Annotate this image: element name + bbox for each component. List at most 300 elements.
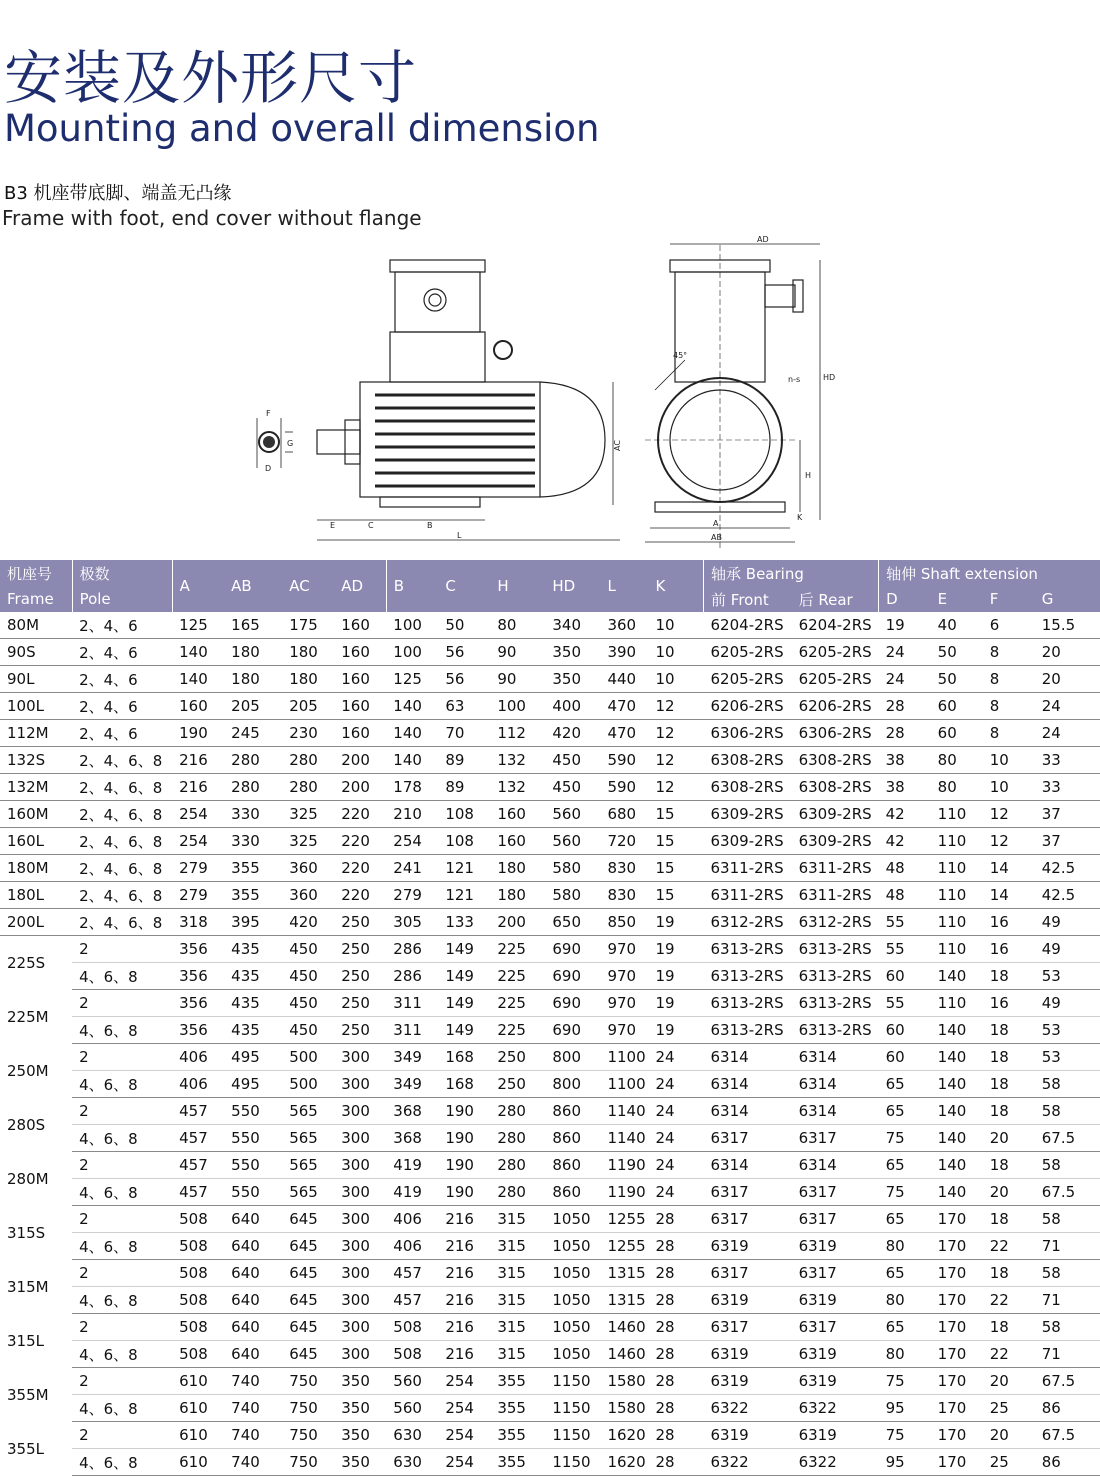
table-cell: 350 bbox=[334, 1449, 386, 1476]
table-cell: 286 bbox=[386, 963, 438, 990]
table-cell: 12 bbox=[983, 828, 1035, 855]
pole-cell: 4、6、8 bbox=[72, 1125, 172, 1152]
table-cell: 121 bbox=[438, 855, 490, 882]
table-cell: 6319 bbox=[792, 1233, 879, 1260]
table-cell: 210 bbox=[386, 801, 438, 828]
table-cell: 37 bbox=[1035, 828, 1100, 855]
table-cell: 25 bbox=[983, 1395, 1035, 1422]
table-cell: 108 bbox=[438, 828, 490, 855]
table-cell: 1140 bbox=[600, 1098, 648, 1125]
pole-cell: 2、4、6、8 bbox=[72, 801, 172, 828]
table-cell: 12 bbox=[648, 720, 703, 747]
table-cell: 279 bbox=[386, 882, 438, 909]
table-cell: 1150 bbox=[545, 1422, 600, 1449]
table-cell: 457 bbox=[172, 1125, 224, 1152]
table-cell: 6317 bbox=[792, 1206, 879, 1233]
frame-cell: 250M bbox=[7, 1061, 49, 1080]
table-cell: 280 bbox=[490, 1098, 545, 1125]
pole-cell: 4、6、8 bbox=[72, 963, 172, 990]
table-cell: 1620 bbox=[600, 1422, 648, 1449]
table-cell: 6317 bbox=[792, 1260, 879, 1287]
table-cell: 1190 bbox=[600, 1152, 648, 1179]
table-cell: 1620 bbox=[600, 1449, 648, 1476]
frame-cell: 112M bbox=[0, 720, 72, 747]
table-cell: 16 bbox=[983, 990, 1035, 1017]
table-cell: 18 bbox=[983, 963, 1035, 990]
table-cell: 14 bbox=[983, 855, 1035, 882]
table-cell: 67.5 bbox=[1035, 1179, 1100, 1206]
table-cell: 38 bbox=[879, 774, 931, 801]
table-row bbox=[0, 1098, 1100, 1125]
table-cell: 395 bbox=[224, 909, 282, 936]
table-row bbox=[0, 639, 1100, 666]
header-frame-cn: 机座号 bbox=[0, 560, 72, 586]
table-cell: 286 bbox=[386, 936, 438, 963]
table-cell: 350 bbox=[334, 1395, 386, 1422]
table-cell: 24 bbox=[1035, 693, 1100, 720]
table-cell: 560 bbox=[386, 1395, 438, 1422]
table-cell: 22 bbox=[983, 1341, 1035, 1368]
table-cell: 28 bbox=[648, 1260, 703, 1287]
table-row bbox=[0, 963, 1100, 990]
label-A: A bbox=[713, 519, 719, 528]
table-cell: 140 bbox=[386, 747, 438, 774]
table-cell: 6313-2RS bbox=[792, 936, 879, 963]
table-cell: 550 bbox=[224, 1152, 282, 1179]
table-cell: 406 bbox=[172, 1044, 224, 1071]
frame-cell: 132M bbox=[0, 774, 72, 801]
table-cell: 175 bbox=[282, 612, 334, 639]
table-cell: 355 bbox=[224, 855, 282, 882]
table-cell: 15 bbox=[648, 801, 703, 828]
table-row bbox=[0, 801, 1100, 828]
table-cell: 355 bbox=[490, 1422, 545, 1449]
table-cell: 100 bbox=[490, 693, 545, 720]
table-cell: 6314 bbox=[704, 1152, 792, 1179]
table-cell: 6205-2RS bbox=[792, 666, 879, 693]
table-cell: 350 bbox=[545, 666, 600, 693]
table-row bbox=[0, 1179, 1100, 1206]
table-cell: 140 bbox=[931, 1098, 983, 1125]
table-cell: 6313-2RS bbox=[704, 936, 792, 963]
table-cell: 355 bbox=[224, 882, 282, 909]
table-cell: 170 bbox=[931, 1206, 983, 1233]
table-cell: 1255 bbox=[600, 1233, 648, 1260]
table-cell: 125 bbox=[172, 612, 224, 639]
table-cell: 279 bbox=[172, 882, 224, 909]
header-bearing: 轴承 Bearing bbox=[704, 560, 879, 586]
table-cell: 1140 bbox=[600, 1125, 648, 1152]
frame-cell: 90S bbox=[0, 639, 72, 666]
header-AB: AB bbox=[224, 560, 282, 612]
table-cell: 22 bbox=[983, 1287, 1035, 1314]
table-cell: 1050 bbox=[545, 1260, 600, 1287]
frame-cell: 90L bbox=[0, 666, 72, 693]
table-cell: 216 bbox=[438, 1260, 490, 1287]
table-cell: 500 bbox=[282, 1044, 334, 1071]
table-cell: 315 bbox=[490, 1287, 545, 1314]
table-row bbox=[0, 990, 1100, 1017]
label-C: C bbox=[368, 521, 374, 530]
label-F: F bbox=[266, 409, 271, 418]
frame-cell: 100L bbox=[0, 693, 72, 720]
table-cell: 40 bbox=[931, 612, 983, 639]
pole-cell: 2、4、6、8 bbox=[72, 774, 172, 801]
table-cell: 18 bbox=[983, 1314, 1035, 1341]
table-cell: 216 bbox=[172, 774, 224, 801]
table-cell: 60 bbox=[879, 1044, 931, 1071]
table-cell: 508 bbox=[172, 1341, 224, 1368]
table-cell: 6308-2RS bbox=[792, 774, 879, 801]
header-shaft-extension: 轴伸 Shaft extension bbox=[879, 560, 1100, 586]
table-cell: 406 bbox=[386, 1233, 438, 1260]
table-cell: 140 bbox=[931, 963, 983, 990]
table-cell: 6311-2RS bbox=[704, 855, 792, 882]
frame-cell: 160L bbox=[0, 828, 72, 855]
table-cell: 1050 bbox=[545, 1287, 600, 1314]
table-cell: 440 bbox=[600, 666, 648, 693]
table-cell: 6309-2RS bbox=[704, 801, 792, 828]
table-cell: 457 bbox=[172, 1179, 224, 1206]
table-cell: 86 bbox=[1035, 1395, 1100, 1422]
table-row bbox=[0, 1314, 1100, 1341]
pole-cell: 2、4、6 bbox=[72, 693, 172, 720]
table-cell: 28 bbox=[648, 1206, 703, 1233]
table-cell: 8 bbox=[983, 666, 1035, 693]
table-cell: 640 bbox=[224, 1341, 282, 1368]
table-cell: 18 bbox=[983, 1071, 1035, 1098]
table-cell: 10 bbox=[648, 666, 703, 693]
table-cell: 254 bbox=[172, 801, 224, 828]
header-A: A bbox=[172, 560, 224, 612]
table-cell: 6306-2RS bbox=[792, 720, 879, 747]
table-cell: 58 bbox=[1035, 1206, 1100, 1233]
table-cell: 970 bbox=[600, 990, 648, 1017]
table-cell: 315 bbox=[490, 1314, 545, 1341]
pole-cell: 4、6、8 bbox=[72, 1287, 172, 1314]
table-cell: 33 bbox=[1035, 774, 1100, 801]
table-cell: 1580 bbox=[600, 1368, 648, 1395]
table-cell: 640 bbox=[224, 1314, 282, 1341]
table-cell: 24 bbox=[879, 666, 931, 693]
table-cell: 355 bbox=[490, 1449, 545, 1476]
table-cell: 18 bbox=[983, 1260, 1035, 1287]
table-header-row-1 bbox=[0, 560, 1100, 586]
table-cell: 565 bbox=[282, 1179, 334, 1206]
table-cell: 28 bbox=[648, 1368, 703, 1395]
table-cell: 6206-2RS bbox=[704, 693, 792, 720]
pole-cell: 4、6、8 bbox=[72, 1233, 172, 1260]
label-AB: AB bbox=[711, 533, 722, 542]
table-row bbox=[0, 666, 1100, 693]
table-cell: 565 bbox=[282, 1125, 334, 1152]
table-cell: 6317 bbox=[704, 1260, 792, 1287]
label-L: L bbox=[457, 531, 462, 540]
table-cell: 560 bbox=[545, 801, 600, 828]
table-cell: 349 bbox=[386, 1071, 438, 1098]
table-cell: 149 bbox=[438, 963, 490, 990]
table-cell: 24 bbox=[879, 639, 931, 666]
table-cell: 49 bbox=[1035, 990, 1100, 1017]
frame-cell: 225M bbox=[7, 1007, 49, 1026]
table-cell: 60 bbox=[931, 693, 983, 720]
table-cell: 121 bbox=[438, 882, 490, 909]
header-G: G bbox=[1035, 586, 1100, 612]
table-cell: 18 bbox=[983, 1044, 1035, 1071]
table-cell: 180 bbox=[282, 639, 334, 666]
table-cell: 65 bbox=[879, 1206, 931, 1233]
table-cell: 18 bbox=[983, 1098, 1035, 1125]
table-cell: 6206-2RS bbox=[792, 693, 879, 720]
table-cell: 58 bbox=[1035, 1098, 1100, 1125]
table-cell: 640 bbox=[224, 1287, 282, 1314]
table-cell: 340 bbox=[545, 612, 600, 639]
table-cell: 180 bbox=[224, 639, 282, 666]
table-cell: 180 bbox=[490, 882, 545, 909]
table-cell: 280 bbox=[490, 1179, 545, 1206]
table-cell: 65 bbox=[879, 1152, 931, 1179]
table-cell: 14 bbox=[983, 882, 1035, 909]
table-cell: 53 bbox=[1035, 1017, 1100, 1044]
table-row bbox=[0, 1125, 1100, 1152]
table-cell: 450 bbox=[545, 774, 600, 801]
table-cell: 220 bbox=[334, 855, 386, 882]
table-cell: 65 bbox=[879, 1260, 931, 1287]
table-cell: 49 bbox=[1035, 909, 1100, 936]
table-cell: 12 bbox=[648, 774, 703, 801]
table-cell: 315 bbox=[490, 1233, 545, 1260]
table-row bbox=[0, 1044, 1100, 1071]
table-cell: 279 bbox=[172, 855, 224, 882]
table-cell: 300 bbox=[334, 1179, 386, 1206]
pole-cell: 2、4、6 bbox=[72, 666, 172, 693]
table-cell: 24 bbox=[1035, 720, 1100, 747]
table-cell: 360 bbox=[600, 612, 648, 639]
table-cell: 89 bbox=[438, 747, 490, 774]
table-cell: 860 bbox=[545, 1098, 600, 1125]
table-cell: 250 bbox=[490, 1044, 545, 1071]
table-cell: 495 bbox=[224, 1044, 282, 1071]
table-cell: 100 bbox=[386, 612, 438, 639]
table-cell: 508 bbox=[172, 1260, 224, 1287]
pole-cell: 2、4、6、8 bbox=[72, 882, 172, 909]
table-cell: 860 bbox=[545, 1152, 600, 1179]
label-E: E bbox=[330, 521, 336, 530]
table-cell: 1100 bbox=[600, 1071, 648, 1098]
table-cell: 690 bbox=[545, 990, 600, 1017]
table-cell: 19 bbox=[648, 909, 703, 936]
table-cell: 419 bbox=[386, 1152, 438, 1179]
frame-cell: 280S bbox=[7, 1115, 46, 1134]
table-cell: 140 bbox=[931, 1125, 983, 1152]
header-frame-en: Frame bbox=[0, 586, 72, 612]
table-cell: 6313-2RS bbox=[792, 990, 879, 1017]
table-cell: 15 bbox=[648, 828, 703, 855]
table-row bbox=[0, 1368, 1100, 1395]
table-cell: 110 bbox=[931, 828, 983, 855]
table-cell: 450 bbox=[282, 936, 334, 963]
table-cell: 140 bbox=[931, 1044, 983, 1071]
table-cell: 315 bbox=[490, 1260, 545, 1287]
pole-cell: 2 bbox=[72, 1314, 172, 1341]
header-AC: AC bbox=[282, 560, 334, 612]
pole-cell: 4、6、8 bbox=[72, 1071, 172, 1098]
table-cell: 170 bbox=[931, 1287, 983, 1314]
table-cell: 640 bbox=[224, 1260, 282, 1287]
table-cell: 640 bbox=[224, 1206, 282, 1233]
table-cell: 50 bbox=[438, 612, 490, 639]
table-cell: 300 bbox=[334, 1152, 386, 1179]
table-cell: 160 bbox=[334, 693, 386, 720]
table-cell: 24 bbox=[648, 1098, 703, 1125]
header-pole-cn: 极数 bbox=[72, 560, 172, 586]
table-cell: 15 bbox=[648, 882, 703, 909]
table-cell: 1315 bbox=[600, 1287, 648, 1314]
table-cell: 740 bbox=[224, 1395, 282, 1422]
table-cell: 450 bbox=[282, 963, 334, 990]
frame-cell: 160M bbox=[0, 801, 72, 828]
label-45-degree: 45° bbox=[673, 351, 688, 360]
pole-cell: 2、4、6、8 bbox=[72, 855, 172, 882]
table-cell: 970 bbox=[600, 963, 648, 990]
table-cell: 50 bbox=[931, 666, 983, 693]
table-cell: 450 bbox=[282, 990, 334, 1017]
table-cell: 1050 bbox=[545, 1206, 600, 1233]
pole-cell: 2、4、6 bbox=[72, 720, 172, 747]
table-cell: 330 bbox=[224, 801, 282, 828]
table-cell: 50 bbox=[931, 639, 983, 666]
table-cell: 24 bbox=[648, 1071, 703, 1098]
table-cell: 71 bbox=[1035, 1233, 1100, 1260]
table-cell: 6322 bbox=[792, 1449, 879, 1476]
table-cell: 740 bbox=[224, 1422, 282, 1449]
table-cell: 58 bbox=[1035, 1314, 1100, 1341]
table-cell: 300 bbox=[334, 1341, 386, 1368]
table-cell: 18 bbox=[983, 1206, 1035, 1233]
table-cell: 6314 bbox=[792, 1044, 879, 1071]
table-cell: 170 bbox=[931, 1395, 983, 1422]
table-cell: 90 bbox=[490, 639, 545, 666]
table-cell: 6 bbox=[983, 612, 1035, 639]
table-cell: 6314 bbox=[792, 1098, 879, 1125]
table-cell: 58 bbox=[1035, 1071, 1100, 1098]
table-cell: 6314 bbox=[704, 1098, 792, 1125]
table-cell: 60 bbox=[931, 720, 983, 747]
side-view-drawing bbox=[317, 260, 622, 540]
shaft-section-drawing bbox=[257, 409, 293, 473]
table-cell: 750 bbox=[282, 1395, 334, 1422]
table-cell: 18 bbox=[983, 1017, 1035, 1044]
table-cell: 280 bbox=[282, 774, 334, 801]
table-cell: 65 bbox=[879, 1071, 931, 1098]
table-cell: 168 bbox=[438, 1071, 490, 1098]
table-cell: 53 bbox=[1035, 1044, 1100, 1071]
table-row bbox=[0, 882, 1100, 909]
table-cell: 1100 bbox=[600, 1044, 648, 1071]
table-cell: 1150 bbox=[545, 1395, 600, 1422]
table-cell: 860 bbox=[545, 1125, 600, 1152]
table-cell: 8 bbox=[983, 693, 1035, 720]
table-cell: 220 bbox=[334, 828, 386, 855]
table-cell: 508 bbox=[172, 1287, 224, 1314]
table-cell: 360 bbox=[282, 855, 334, 882]
table-cell: 75 bbox=[879, 1422, 931, 1449]
table-cell: 250 bbox=[334, 1017, 386, 1044]
frame-cell: 132S bbox=[0, 747, 72, 774]
table-cell: 6312-2RS bbox=[792, 909, 879, 936]
table-cell: 300 bbox=[334, 1287, 386, 1314]
table-cell: 6313-2RS bbox=[704, 990, 792, 1017]
table-cell: 140 bbox=[386, 720, 438, 747]
table-cell: 368 bbox=[386, 1125, 438, 1152]
table-cell: 180 bbox=[490, 855, 545, 882]
table-cell: 630 bbox=[386, 1422, 438, 1449]
table-cell: 125 bbox=[386, 666, 438, 693]
header-rear: 后 Rear bbox=[792, 586, 879, 612]
table-cell: 6313-2RS bbox=[792, 1017, 879, 1044]
table-cell: 140 bbox=[172, 639, 224, 666]
table-cell: 300 bbox=[334, 1071, 386, 1098]
table-row bbox=[0, 909, 1100, 936]
pole-cell: 2 bbox=[72, 1098, 172, 1125]
page-title-cn: 安装及外形尺寸 bbox=[4, 44, 418, 112]
table-cell: 160 bbox=[334, 720, 386, 747]
table-cell: 6204-2RS bbox=[704, 612, 792, 639]
table-cell: 325 bbox=[282, 828, 334, 855]
table-cell: 80 bbox=[879, 1341, 931, 1368]
table-cell: 560 bbox=[386, 1368, 438, 1395]
table-cell: 225 bbox=[490, 1017, 545, 1044]
table-cell: 6306-2RS bbox=[704, 720, 792, 747]
pole-cell: 2 bbox=[72, 1206, 172, 1233]
table-cell: 180 bbox=[282, 666, 334, 693]
table-cell: 250 bbox=[334, 990, 386, 1017]
table-cell: 590 bbox=[600, 747, 648, 774]
table-cell: 457 bbox=[386, 1260, 438, 1287]
table-cell: 356 bbox=[172, 1017, 224, 1044]
table-cell: 220 bbox=[334, 882, 386, 909]
table-cell: 178 bbox=[386, 774, 438, 801]
table-cell: 720 bbox=[600, 828, 648, 855]
table-cell: 56 bbox=[438, 666, 490, 693]
table-cell: 180 bbox=[224, 666, 282, 693]
table-cell: 1050 bbox=[545, 1341, 600, 1368]
table-row bbox=[0, 1071, 1100, 1098]
table-cell: 225 bbox=[490, 963, 545, 990]
table-cell: 580 bbox=[545, 882, 600, 909]
table-cell: 67.5 bbox=[1035, 1422, 1100, 1449]
table-cell: 315 bbox=[490, 1206, 545, 1233]
table-cell: 610 bbox=[172, 1422, 224, 1449]
table-cell: 970 bbox=[600, 936, 648, 963]
table-cell: 1255 bbox=[600, 1206, 648, 1233]
frame-cell: 80M bbox=[0, 612, 72, 639]
table-cell: 6309-2RS bbox=[704, 828, 792, 855]
table-cell: 6319 bbox=[704, 1422, 792, 1449]
pole-cell: 4、6、8 bbox=[72, 1341, 172, 1368]
table-cell: 33 bbox=[1035, 747, 1100, 774]
pole-cell: 2 bbox=[72, 1152, 172, 1179]
header-L: L bbox=[600, 560, 648, 612]
table-cell: 360 bbox=[282, 882, 334, 909]
label-AC: AC bbox=[613, 440, 622, 451]
table-cell: 645 bbox=[282, 1341, 334, 1368]
frame-cell: 355L bbox=[7, 1439, 44, 1458]
table-cell: 216 bbox=[438, 1287, 490, 1314]
table-cell: 550 bbox=[224, 1179, 282, 1206]
table-cell: 132 bbox=[490, 774, 545, 801]
table-cell: 420 bbox=[545, 720, 600, 747]
